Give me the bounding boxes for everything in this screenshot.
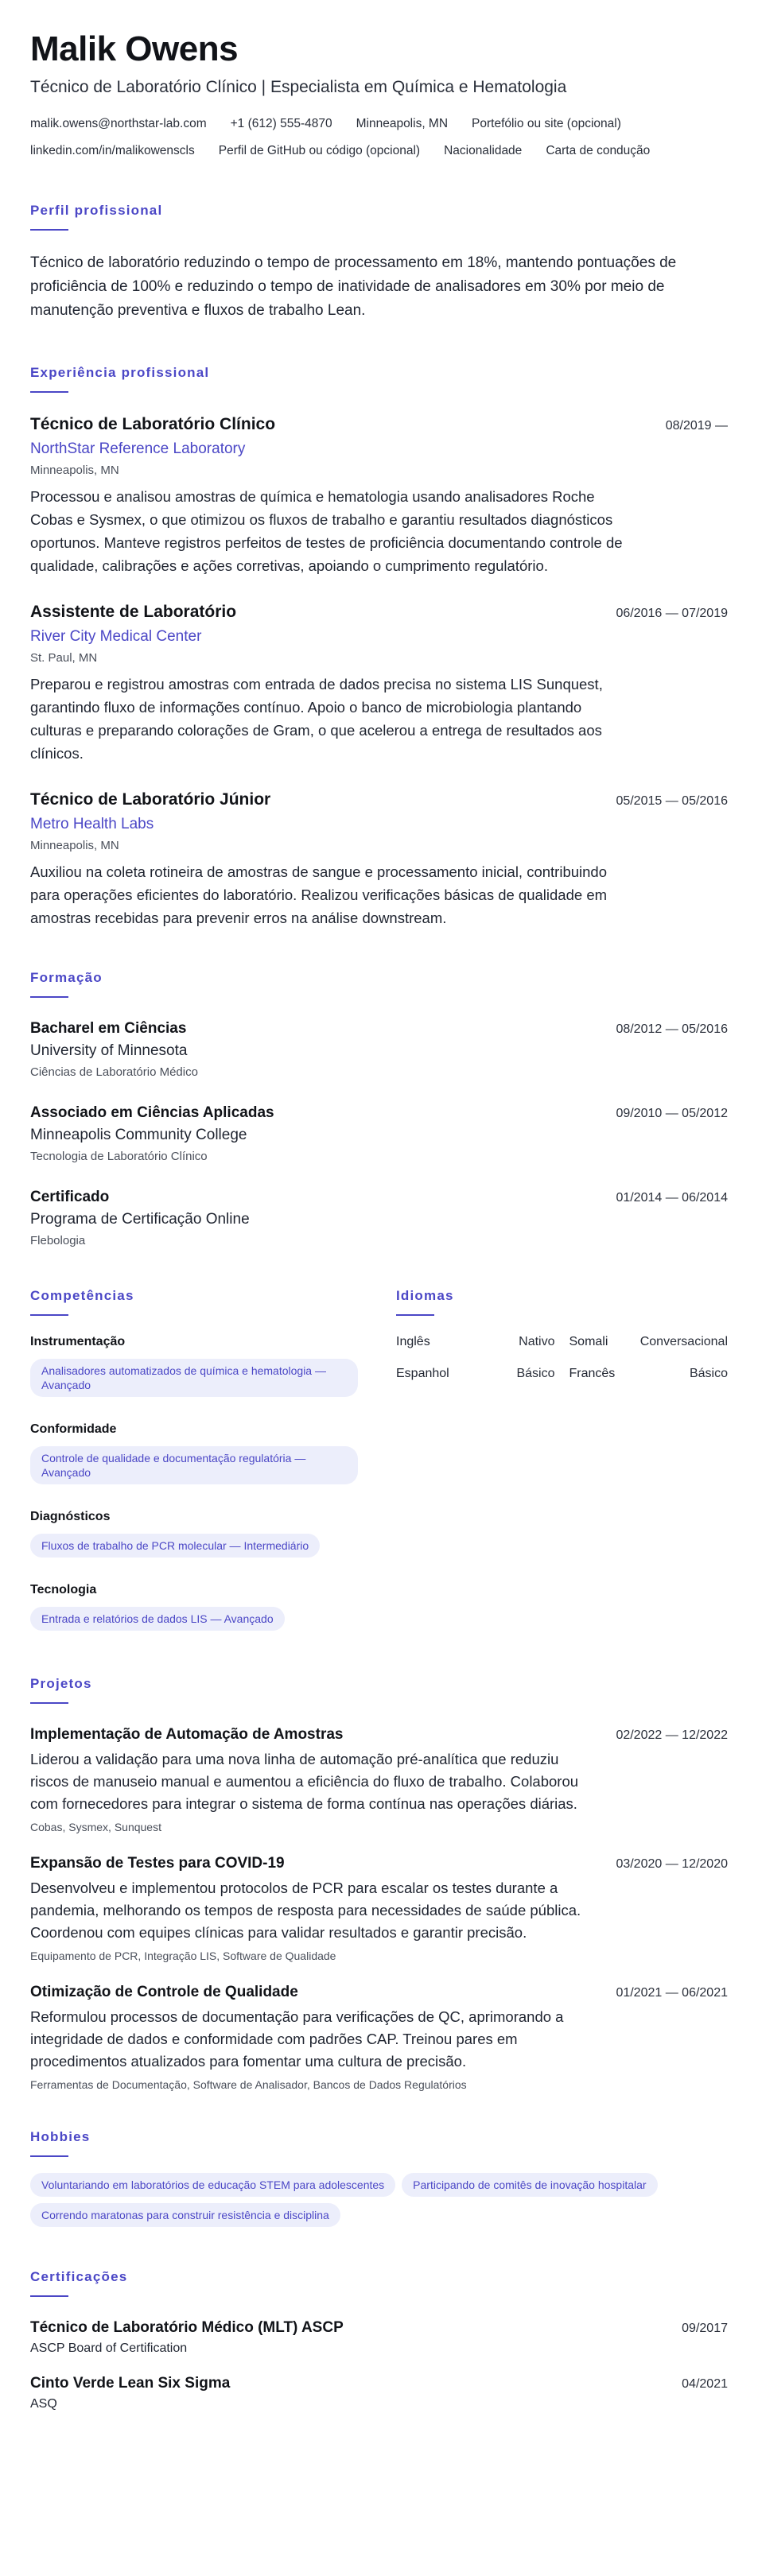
project-entry (30, 1724, 728, 1834)
language-name: Francês (569, 1367, 616, 1380)
contact-linkedin[interactable]: linkedin.com/in/malikowenscls (30, 144, 195, 157)
institution-name: University of Minnesota (30, 1042, 188, 1059)
skill-group-name: Instrumentação (30, 1335, 126, 1348)
contact-phone[interactable]: +1 (612) 555-4870 (230, 117, 332, 130)
employer-name: River City Medical Center (30, 628, 202, 645)
education-entry (30, 1103, 728, 1165)
education-entry (30, 1018, 728, 1080)
education-entry (30, 1187, 728, 1249)
section-divider (30, 1702, 68, 1704)
section-title: Idiomas (396, 1288, 454, 1303)
job-location: St. Paul, MN (30, 651, 98, 665)
field-of-study: Ciências de Laboratório Médico (30, 1065, 198, 1079)
projects-section (30, 1675, 728, 2092)
skill-group (30, 1581, 364, 1637)
candidate-headline: Técnico de Laboratório Clínico | Especialista em Química e Hematologia (30, 78, 567, 96)
section-divider (30, 1314, 68, 1316)
job-description: Preparou e registrou amostras com entrada de dados precisa no sistema LIS Sunquest, garantindo fluxo de informações contínuo. Apoio o banco de microbiologia plantando culturas e preparando colorações de Gram, o que acelerou a entrega de resultados aos clínicos. (30, 676, 603, 762)
skill-group-name: Conformidade (30, 1422, 117, 1436)
section-divider (30, 996, 68, 998)
skill-group (30, 1333, 364, 1403)
section-title: Hobbies (30, 2129, 91, 2144)
field-of-study: Tecnologia de Laboratório Clínico (30, 1150, 208, 1163)
certification-issuer: ASCP Board of Certification (30, 2341, 188, 2355)
section-title: Certificações (30, 2269, 128, 2284)
project-dates: 02/2022 — 12/2022 (616, 1728, 728, 1742)
language-item (569, 1365, 729, 1383)
languages-section (396, 1287, 728, 1637)
contact-driving-license: Carta de condução (546, 144, 651, 157)
summary-section (30, 202, 728, 323)
hobby-chip: Voluntariando em laboratórios de educação STEM para adolescentes (30, 2173, 395, 2197)
project-dates: 03/2020 — 12/2020 (616, 1857, 728, 1871)
hobby-chip: Correndo maratonas para construir resistência e disciplina (30, 2203, 340, 2227)
certification-issuer: ASQ (30, 2397, 57, 2411)
project-description: Desenvolveu e implementou protocolos de PCR para escalar os testes durante a pandemia, melhorando os tempos de resposta para necessidades de saúde pública. Coordenou com equipes clínicas para validar resultados e garantir precisão. (30, 1880, 581, 1941)
certification-name: Técnico de Laboratório Médico (MLT) ASCP (30, 2319, 344, 2336)
contact-location: Minneapolis, MN (356, 117, 449, 130)
project-dates: 01/2021 — 06/2021 (616, 1986, 728, 2000)
job-description: Auxiliou na coleta rotineira de amostras de sangue e processamento inicial, contribuindo para operações eficientes do laboratório. Realizou verificações básicas de qualidade em amostras recebidas para prevenir erros na análise downstream. (30, 863, 608, 926)
skill-group-name: Diagnósticos (30, 1510, 111, 1523)
section-divider (30, 391, 68, 393)
project-tools: Ferramentas de Documentação, Software de Analisador, Bancos de Dados Regulatórios (30, 2078, 467, 2091)
project-entry (30, 1982, 728, 2092)
section-title: Perfil profissional (30, 203, 163, 218)
education-dates: 08/2012 — 05/2016 (616, 1022, 728, 1036)
project-description: Reformulou processos de documentação para verificações de QC, aprimorando a integridade de dados e conformidade com padrões CAP. Treinou pares em procedimentos atualizados para fomentar uma cultura de precisão. (30, 2008, 564, 2070)
section-title: Formação (30, 970, 103, 985)
contact-portfolio[interactable]: Portefólio ou site (opcional) (472, 117, 621, 130)
language-level: Básico (689, 1367, 728, 1380)
job-dates: 06/2016 — 07/2019 (616, 607, 728, 620)
contact-github[interactable]: Perfil de GitHub ou código (opcional) (218, 144, 421, 157)
language-item (396, 1365, 555, 1383)
language-level: Básico (516, 1367, 555, 1380)
skill-group-name: Tecnologia (30, 1583, 97, 1596)
job-location: Minneapolis, MN (30, 464, 119, 477)
degree-name: Bacharel em Ciências (30, 1020, 187, 1037)
language-item (396, 1333, 555, 1351)
project-name: Expansão de Testes para COVID-19 (30, 1855, 285, 1872)
education-dates: 09/2010 — 05/2012 (616, 1107, 728, 1120)
skills-languages-row (30, 1287, 728, 1637)
education-section (30, 969, 728, 1249)
field-of-study: Flebologia (30, 1234, 86, 1247)
skill-chip: Analisadores automatizados de química e hematologia — Avançado (30, 1359, 358, 1397)
experience-entry (30, 789, 728, 929)
summary-text: Técnico de laboratório reduzindo o tempo de processamento em 18%, mantendo pontuações de proficiência de 100% e reduzindo o tempo de inatividade de analisadores em 30% por meio de manutenção preventiva e fluxos de trabalho Lean. (30, 254, 677, 319)
section-title: Competências (30, 1288, 134, 1303)
certification-name: Cinto Verde Lean Six Sigma (30, 2375, 231, 2392)
section-divider (30, 229, 68, 231)
skill-chip: Fluxos de trabalho de PCR molecular — Intermediário (30, 1534, 320, 1558)
project-tools: Cobas, Sysmex, Sunquest (30, 1821, 161, 1833)
skill-group (30, 1508, 364, 1564)
project-name: Implementação de Automação de Amostras (30, 1726, 344, 1743)
job-title: Assistente de Laboratório (30, 603, 237, 621)
job-title: Técnico de Laboratório Clínico (30, 415, 276, 433)
hobbies-section (30, 2128, 728, 2233)
certification-entry (30, 2373, 728, 2413)
project-tools: Equipamento de PCR, Integração LIS, Software de Qualidade (30, 1949, 336, 1962)
language-name: Somali (569, 1335, 608, 1348)
skill-group (30, 1421, 364, 1491)
job-dates: 08/2019 — (665, 419, 728, 433)
section-divider (30, 2295, 68, 2297)
contact-email[interactable]: malik.owens@northstar-lab.com (30, 117, 207, 130)
section-divider (30, 2155, 68, 2157)
skill-chip: Entrada e relatórios de dados LIS — Avançado (30, 1607, 285, 1631)
language-item (569, 1333, 729, 1351)
degree-name: Associado em Ciências Aplicadas (30, 1104, 274, 1121)
employer-name: Metro Health Labs (30, 816, 154, 832)
experience-section (30, 364, 728, 929)
hobby-chip: Participando de comitês de inovação hospitalar (402, 2173, 657, 2197)
project-description: Liderou a validação para uma nova linha de automação pré-analítica que reduziu riscos de manuseio manual e aumentou a eficiência do fluxo de trabalho. Colaborou com fornecedores para integrar o sistema de forma contínua nas operações diárias. (30, 1751, 579, 1812)
institution-name: Programa de Certificação Online (30, 1211, 250, 1228)
project-entry (30, 1853, 728, 1963)
certification-date: 04/2021 (682, 2377, 728, 2391)
experience-entry (30, 413, 728, 577)
language-level: Conversacional (639, 1335, 728, 1348)
contact-nationality: Nacionalidade (444, 144, 523, 157)
job-dates: 05/2015 — 05/2016 (616, 794, 728, 808)
skill-chip: Controle de qualidade e documentação regulatória — Avançado (30, 1446, 358, 1484)
experience-entry (30, 601, 728, 765)
section-title: Projetos (30, 1676, 92, 1691)
job-description: Processou e analisou amostras de química e hematologia usando analisadores Roche Cobas e Sysmex, o que otimizou os fluxos de trabalho e garantiu resultados diagnósticos oportunos. Manteve registros perfeitos de testes de proficiência documentando controle de qualidade, calibrações e ações corretivas, apoiando o cumprimento regulatório. (30, 488, 623, 574)
language-level: Nativo (519, 1335, 555, 1348)
section-divider (396, 1314, 434, 1316)
skills-section (30, 1287, 364, 1637)
language-name: Espanhol (396, 1367, 449, 1380)
certification-entry (30, 2318, 728, 2357)
candidate-name: Malik Owens (30, 29, 239, 68)
contact-list (30, 116, 728, 159)
language-name: Inglês (396, 1335, 430, 1348)
job-location: Minneapolis, MN (30, 839, 119, 852)
job-title: Técnico de Laboratório Júnior (30, 790, 271, 809)
resume-header (30, 29, 728, 159)
project-name: Otimização de Controle de Qualidade (30, 1984, 298, 2000)
degree-name: Certificado (30, 1189, 110, 1205)
certification-date: 09/2017 (682, 2322, 728, 2335)
certifications-section (30, 2268, 728, 2413)
section-title: Experiência profissional (30, 365, 210, 380)
institution-name: Minneapolis Community College (30, 1127, 247, 1143)
education-dates: 01/2014 — 06/2014 (616, 1191, 728, 1205)
employer-name: NorthStar Reference Laboratory (30, 440, 246, 457)
